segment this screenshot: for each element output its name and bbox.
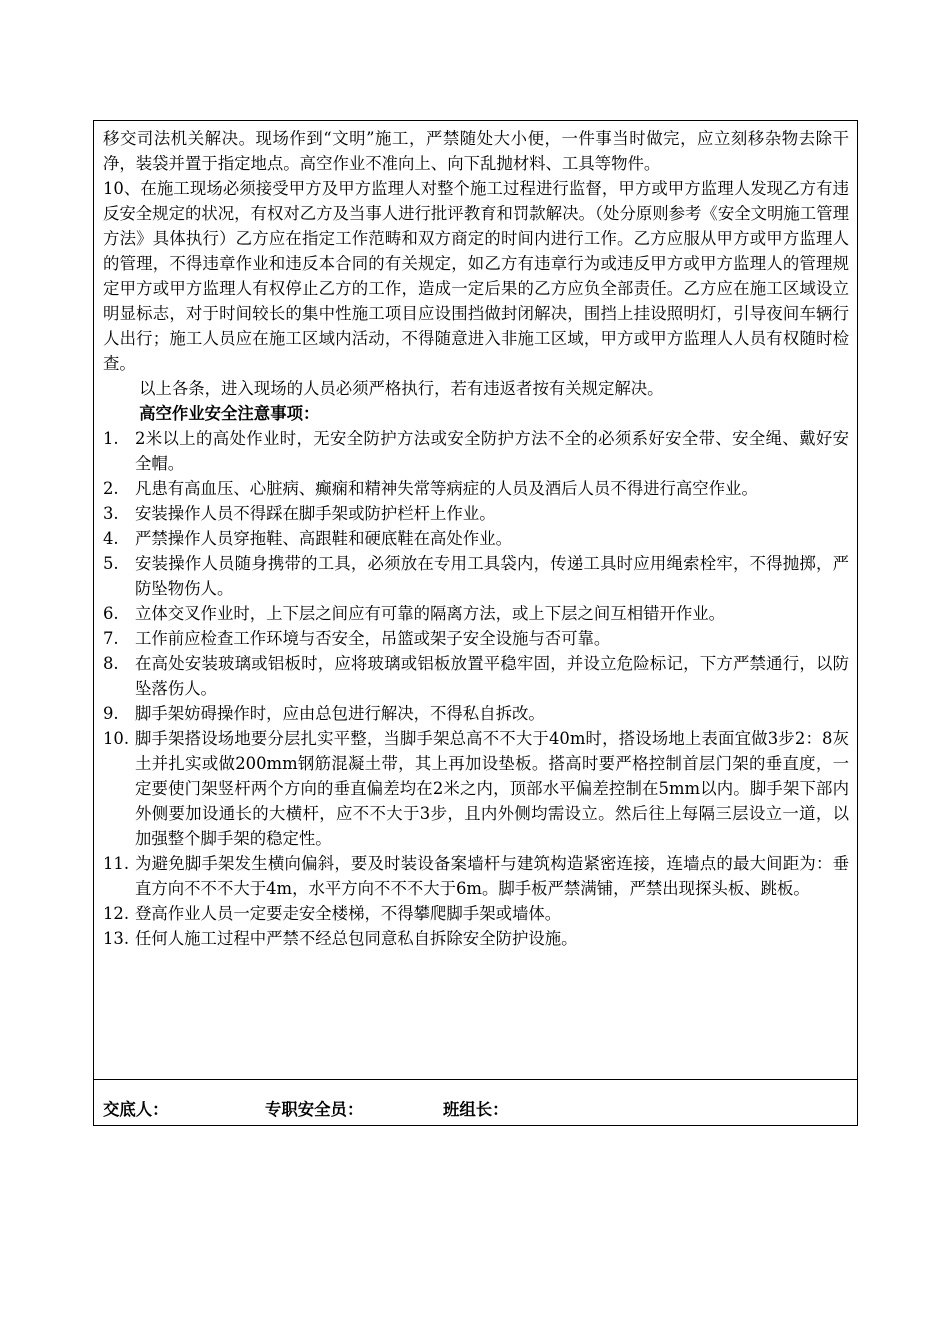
rule-number: 2. [103,479,119,498]
rule-item [103,426,849,476]
rule-text: 立体交叉作业时，上下层之间应有可靠的隔离方法，或上下层之间互相错开作业。 [135,604,726,623]
rule-item [103,926,849,951]
rule-text: 2米以上的高处作业时，无安全防护方法或安全防护方法不全的必须系好安全带、安全绳、戴好安全帽。 [135,429,849,473]
issuer-label: 交底人： [103,1100,169,1119]
rule-number: 8. [103,654,119,673]
rule-item [103,726,849,851]
section-heading: 高空作业安全注意事项： [139,404,320,423]
signature-row [94,1080,857,1125]
rule-text: 脚手架搭设场地要分层扎实平整，当脚手架总高不不大于40m时，搭设场地上表面宜做3步2：8灰土并扎实或做200mm钢筋混凝土带，其上再加设垫板。搭高时要严格控制首层门架的垂直度，一定要使门架竖杆两个方向的垂直偏差均在2米之内，顶部水平偏差控制在5mm以内。脚手架下部内外侧要加设通长的大横杆，应不不大于3步，且内外侧均需设立。然后往上每隔三层设立一道，以加强整个脚手架的稳定性。 [135,729,849,848]
paragraph-10: 10、在施工现场必须接受甲方及甲方监理人对整个施工过程进行监督，甲方或甲方监理人发现乙方有违反安全规定的状况，有权对乙方及当事人进行批评教育和罚款解决。（处分原则参考《安全文明施工管理方法》具体执行）乙方应在指定工作范畴和双方商定的时间内进行工作。乙方应服从甲方或甲方监理人的管理，不得违章作业和违反本合同的有关规定，如乙方有违章行为或违反甲方或甲方监理人的管理规定甲方或甲方监理人有权停止乙方的工作，造成一定后果的乙方应负全部责任。乙方应在施工区域设立明显标志，对于时间较长的集中性施工项目应设围挡做封闭解决，围挡上挂设照明灯，引导夜间车辆行人出行；施工人员应在施工区域内活动，不得随意进入非施工区域，甲方或甲方监理人人员有权随时检查。 [103,179,849,373]
team-leader-label: 班组长： [443,1100,509,1119]
rules-list [103,426,849,951]
document-table [93,120,858,1126]
rule-text: 凡患有高血压、心脏病、癫痫和精神失常等病症的人员及酒后人员不得进行高空作业。 [135,479,758,498]
rule-item [103,476,849,501]
rule-text: 安装操作人员随身携带的工具，必须放在专用工具袋内，传递工具时应用绳索栓牢，不得抛掷，严防坠物伤人。 [135,554,849,598]
paragraph-summary: 以上各条，进入现场的人员必须严格执行，若有违返者按有关规定解决。 [139,379,664,398]
rule-number: 4. [103,529,119,548]
rule-item [103,626,849,651]
rule-text: 登高作业人员一定要走安全楼梯，不得攀爬脚手架或墙体。 [135,904,562,923]
rule-number: 13. [103,929,130,948]
rule-item [103,551,849,601]
rule-text: 工作前应检查工作环境与否安全，吊篮或架子安全设施与否可靠。 [135,629,611,648]
rule-text: 为避免脚手架发生横向偏斜，要及时装设备案墙杆与建筑构造紧密连接，连墙点的最大间距为：垂直方向不不不大于4m，水平方向不不不大于6m。脚手板严禁满铺，严禁出现探头板、跳板。 [135,854,849,898]
rule-number: 7. [103,629,119,648]
rule-item [103,901,849,926]
rule-item [103,601,849,626]
rule-number: 6. [103,604,119,623]
rule-item [103,651,849,701]
rule-item [103,501,849,526]
rule-number: 12. [103,904,130,923]
rule-text: 安装操作人员不得踩在脚手架或防护栏杆上作业。 [135,504,496,523]
safety-officer-label: 专职安全员： [265,1100,364,1119]
rule-text: 任何人施工过程中严禁不经总包同意私自拆除安全防护设施。 [135,929,578,948]
content-cell [94,121,857,1080]
rule-number: 5. [103,554,119,573]
rule-text: 严禁操作人员穿拖鞋、高跟鞋和硬底鞋在高处作业。 [135,529,512,548]
rule-number: 3. [103,504,119,523]
rule-number: 1. [103,429,119,448]
paragraph-continuation: 移交司法机关解决。现场作到“文明”施工，严禁随处大小便，一件事当时做完，应立刻移杂物去除干净，装袋并置于指定地点。高空作业不准向上、向下乱抛材料、工具等物件。 [103,129,849,173]
rule-item [103,526,849,551]
rule-number: 9. [103,704,119,723]
rule-item [103,851,849,901]
rule-number: 10. [103,729,130,748]
rule-text: 脚手架妨碍操作时，应由总包进行解决，不得私自拆改。 [135,704,545,723]
rule-item [103,701,849,726]
rule-number: 11. [103,854,130,873]
rule-text: 在高处安装玻璃或铝板时，应将玻璃或铝板放置平稳牢固，并设立危险标记，下方严禁通行，以防坠落伤人。 [135,654,849,698]
